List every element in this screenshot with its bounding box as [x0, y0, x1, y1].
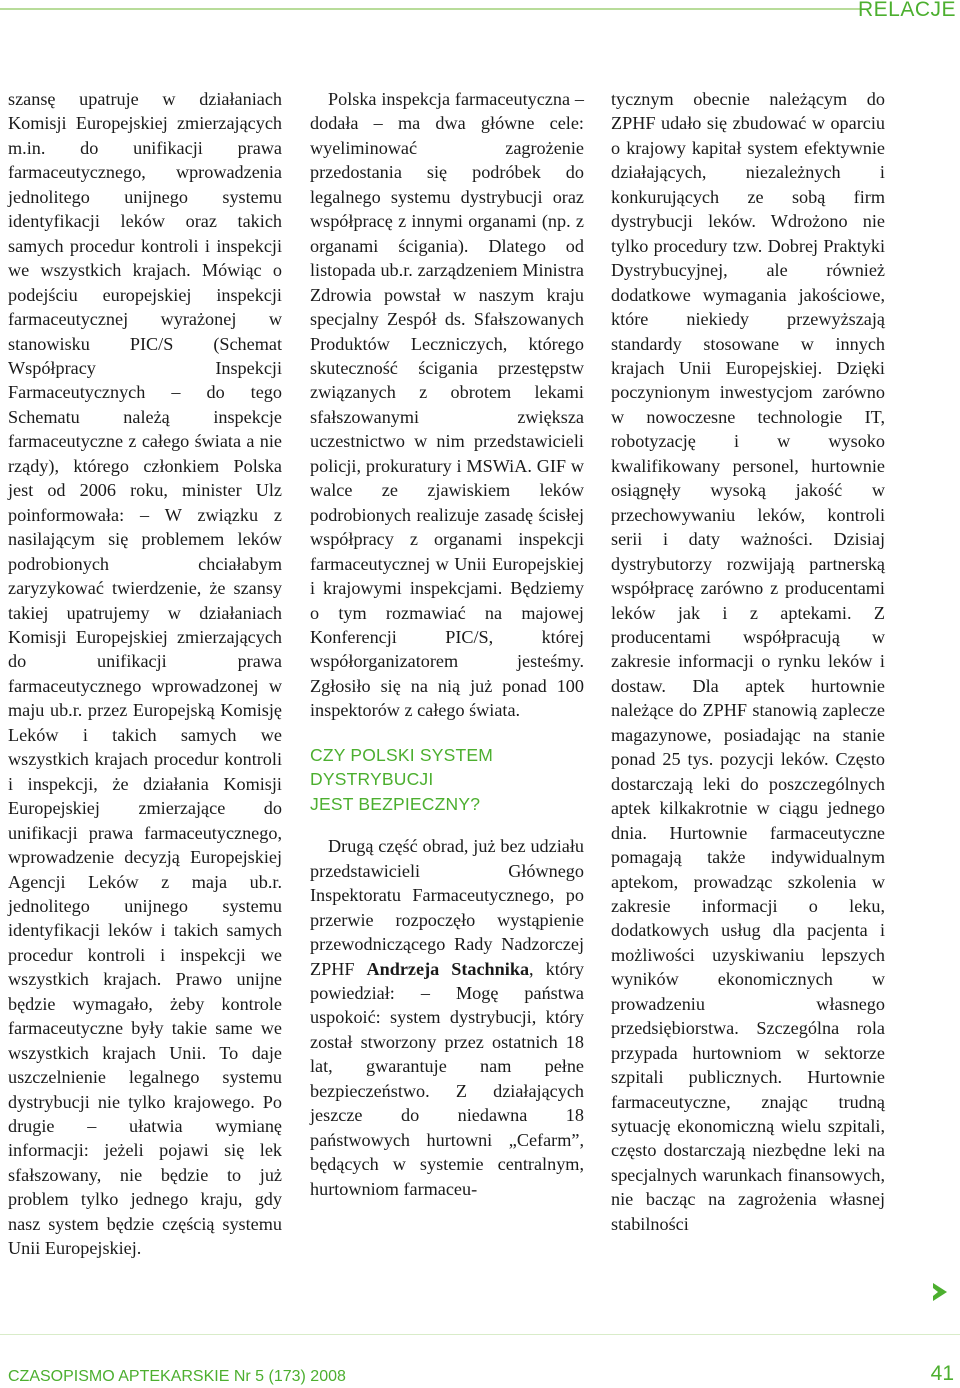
continue-arrow-icon — [933, 1283, 947, 1301]
subheading-line: CZY POLSKI SYSTEM — [310, 744, 493, 765]
header-rule — [0, 8, 860, 10]
section-label: RELACJE — [857, 0, 956, 21]
subheading-line: JEST BEZPIECZNY? — [310, 793, 481, 814]
footer-rule — [0, 1334, 960, 1335]
section-subheading — [310, 743, 584, 817]
article-column-3 — [611, 87, 885, 1236]
paragraph: szansę upatruje w działaniach Komisji Europejskiej zmierzających m.in. do unifikacji prawa farmaceutycznego, wprowadzenia jednolitego unijnego systemu identyfikacji leków oraz takich samych procedur kontroli i inspekcji we wszystkich krajach. Mówiąc o podejściu europejskiej inspekcji farmaceutycznej wyrażonej w stanowisku PIC/S (Schemat Współpracy Inspekcji Farmaceutycznych – do tego Schematu należą inspekcje farmaceutyczne z całego świata a nie rządy), którego członkiem Polska jest od 2006 roku, minister Ulz poinformowała: – W związku z nasilającym się problemem leków podrobionych chciałabym zaryzykować twierdzenie, że szansy takiej upatrujemy w działaniach Komisji Europejskiej zmierzających do unifikacji prawa farmaceutycznego wprowadzonej w maju ub.r. przez Europejską Komisję Leków i takich samych we wszystkich krajach procedur kontroli i inspekcji, że działania Komisji Europejskiej zmierzające do unifikacji prawa farmaceutycznego, wprowadzenie decyzją Europejskiej Agencji Leków z maja ub.r. jednolitego unijnego systemu identyfikacji leków i takich samych procedur kontroli i inspekcji we wszystkich krajach. Prawo unijne będzie wymagało, żeby kontrole farmaceutyczne były takie same we wszystkich krajach Unii. To daje uszczelnienie legalnego systemu dystrybucji nie tylko krajowego. Po drugie – ułatwia wymianę informacji: jeżeli pojawi się lek sfałszowany, nie będzie to już problem tylko jednego kraju, gdy nasz system będzie częścią systemu Unii Europejskiej. — [8, 89, 282, 1259]
page-number: 41 — [930, 1362, 954, 1385]
article-column-2 — [310, 87, 584, 1201]
paragraph: tycznym obecnie należącym do ZPHF udało się zbudować w oparciu o krajowy kapitał system efektywnie działających, niezależnych i konkurujących ze sobą firm dystrybucji leków. Wdrożono nie tylko procedury tzw. Dobrej Praktyki Dystrybucyjnej, ale również dodatkowe wymagania jakościowe, które niekiedy przewyższają standardy stosowane w innych krajach Unii Europejskiej. Dzięki poczynionym inwestycjom zarówno w nowoczesne technologie IT, robotyzację i w wysoko kwalifikowany personel, hurtownie osiągnęły wysoką jakość w przechowywaniu leków, kontroli serii i daty ważności. Dzisiaj dystrybutorzy rozwijają partnerską współpracę zarówno z producentami leków jak i z aptekami. Z producentami współpracują w zakresie informacji o rynku leków i dostaw. Dla aptek hurtownie należące do ZPHF stanowią zaplecze magazynowe, posiadając na stanie ponad 25 tys. pozycji leków. Często dostarczają leki do poszczególnych aptek kilkakrotnie w ciągu jednego dnia. Hurtownie farmaceutyczne pomagają także indywidualnym aptekom, prowadząc szkolenia w zakresie informacji o leku, dodatkowych usług dla pacjenta i możliwości uzyskiwaniu lepszych wyników ekonomicznych w prowadzeniu własnego przedsiębiorstwa. Szczególna rola przypada hurtowniom w sektorze szpitali publicznych. Hurtownie farmaceutyczne, znając trudną sytuację ekonomiczną wielu szpitali, często dostarczają niezbędne leki na specjalnych warunkach finansowych, nie bacząc na zagrożenia własnej stabilności — [611, 89, 885, 1234]
journal-title: CZASOPISMO APTEKARSKIE Nr 5 (173) 2008 — [8, 1368, 346, 1385]
article-column-1 — [8, 87, 282, 1261]
paragraph-text: Drugą część obrad, już bez udziału przedstawicieli Głównego Inspektoratu Farmaceutycznego, po przerwie rozpoczęło wystąpienie przewodniczącego Rady Nadzorczej ZPHF — [310, 836, 584, 979]
speaker-name: Andrzeja Stachnika — [366, 958, 530, 979]
paragraph: Polska inspekcja farmaceutyczna – dodała – ma dwa główne cele: wyeliminować zagrożenie przedostania się podróbek do legalnego systemu dystrybucji oraz współpracę z innymi organami (np. z organami ścigania). Dlatego od listopada ub.r. zarządzeniem Ministra Zdrowia powstał w naszym kraju specjalny Zespół ds. Sfałszowanych Produktów Leczniczych, którego skuteczność ścigania przestępstw związanych z obrotem lekami sfałszowanymi zwiększa uczestnictwo w nim przedstawicieli policji, prokuratury i MSWiA. GIF w walce ze zjawiskiem leków podrobionych realizuje zasadę ścisłej współpracy z organami inspekcji farmaceutycznej w Unii Europejskiej i krajowymi inspekcjami. Będziemy o tym rozmawiać na majowej Konferencji PIC/S, której współorganizatorem jesteśmy. Zgłosiło się na nią już ponad 100 inspektorów z całego świata. — [310, 89, 584, 721]
subheading-line: DYSTRYBUCJI — [310, 769, 434, 790]
paragraph-text: , który powiedział: – Mogę państwa uspokoić: system dystrybucji, który został stworzony przez ostatnich 18 lat, gwarantuje nam pełne bezpieczeństwo. Z działających jeszcze do niedawna 18 państwowych hurtowni „Cefarm”, będących w systemie centralnym, hurtowniom farmaceu- — [310, 958, 584, 1199]
paragraph — [310, 834, 584, 1201]
